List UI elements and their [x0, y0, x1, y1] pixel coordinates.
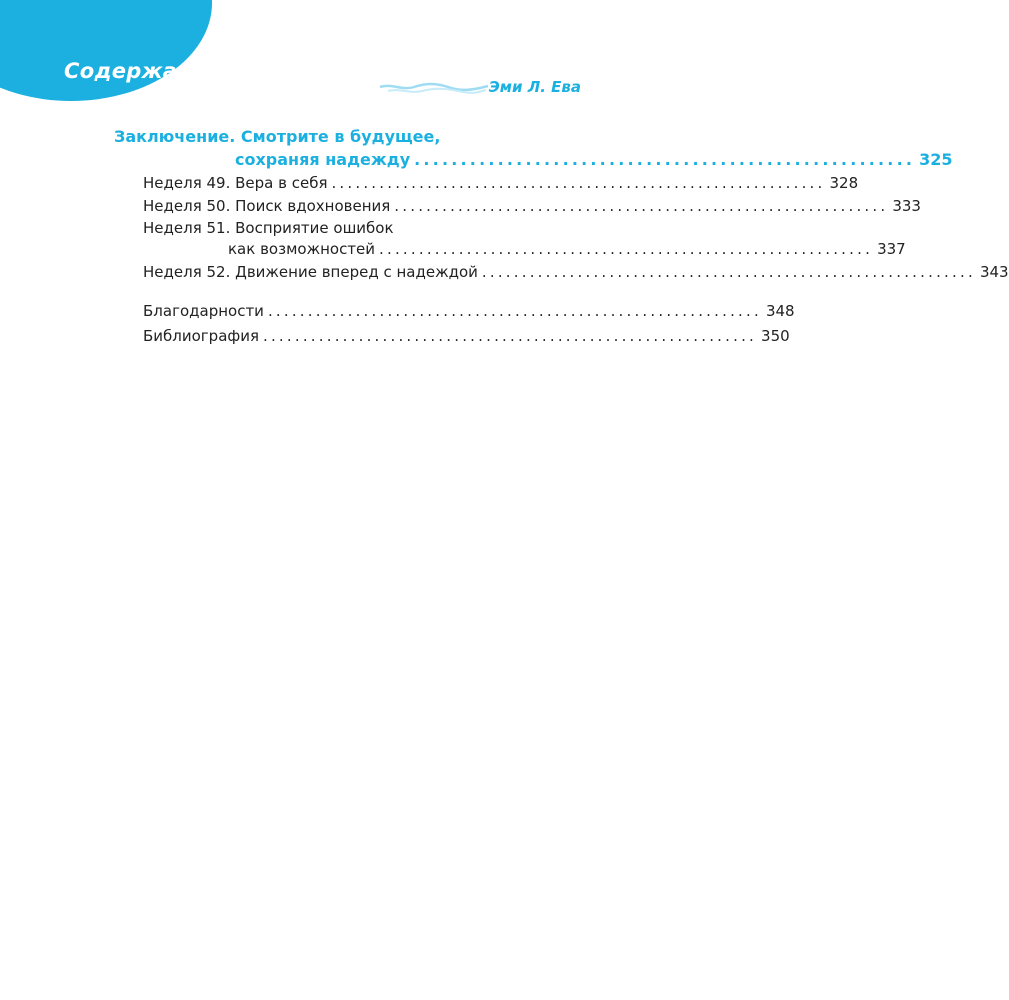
toc-entry[interactable] [143, 327, 790, 346]
toc-entry[interactable] [143, 197, 921, 216]
section-title: Содержание [64, 59, 222, 83]
page-number: 348 [765, 302, 795, 320]
dot-leader: .............................................................. [394, 197, 889, 215]
page-number: 328 [829, 174, 859, 192]
page-number: 350 [761, 327, 790, 345]
toc-entry[interactable] [143, 174, 859, 193]
toc-entry-label: Неделя 52. Движение вперед с надеждой [143, 263, 478, 281]
page-number: 325 [919, 150, 953, 169]
wave-decoration-icon [378, 78, 490, 96]
toc-entry-label: Неделя 49. Вера в себя [143, 174, 328, 192]
dot-leader: .............................................................. [379, 240, 874, 258]
author-name: Эми Л. Ева [488, 78, 581, 96]
toc-entry[interactable] [143, 263, 1009, 282]
toc-entry-label: Библиография [143, 327, 259, 345]
toc-entry-label: Благодарности [143, 302, 264, 320]
toc-entry[interactable] [228, 240, 906, 259]
header-tab-shape [0, 0, 212, 101]
dot-leader: .............................................................. [481, 263, 976, 281]
dot-leader: ...................................................... [414, 150, 916, 169]
page-number: 337 [877, 240, 906, 258]
dot-leader: .............................................................. [263, 327, 758, 345]
page-number: 333 [892, 197, 921, 215]
toc-entry[interactable] [235, 150, 953, 169]
toc-entry-label: Неделя 51. Восприятие ошибок [143, 219, 394, 237]
toc-entry-label: Неделя 50. Поиск вдохновения [143, 197, 391, 215]
dot-leader: .............................................................. [267, 302, 762, 320]
toc-entry[interactable] [143, 302, 795, 321]
toc-chapter-title: Заключение. Смотрите в будущее, [114, 127, 441, 146]
dot-leader: .............................................................. [331, 174, 826, 192]
toc-entry-label-continued: как возможностей [228, 240, 376, 258]
page-number: 343 [979, 263, 1009, 281]
toc-chapter-subtitle: сохраняя надежду [235, 150, 411, 169]
